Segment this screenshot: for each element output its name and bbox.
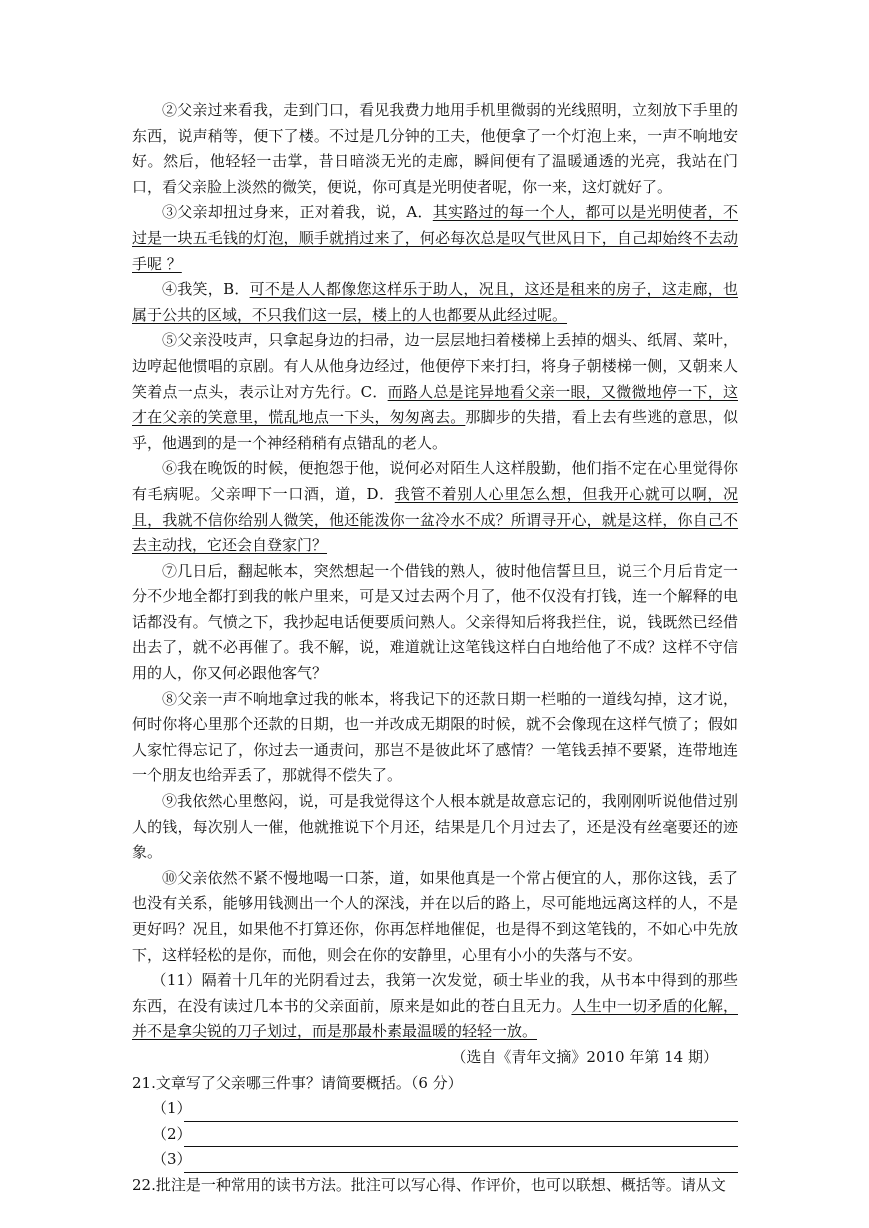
paragraph-text: ⑦几日后，翻起帐本，突然想起一个借钱的熟人，彼时他信誓旦旦，说三个月后肯定一分不少地全都打到我的帐户里来，可是又过去两个月了，他不仅没有打钱，连一个解释的电话都没有。气愤之下，我抄起电话便要质问熟人。父亲得知后将我拦住，说，钱既然已经借出去了，就不必再催了。我不解，说，难道就让这笔钱这样白白地给他了不成？这样不守信用的人，你又何必跟他客气？ (132, 561, 738, 683)
paragraph (132, 789, 738, 866)
answer-blank-1[interactable] (184, 1103, 738, 1122)
answer-label-2: （2） (152, 1124, 192, 1143)
paragraph-text: ⑥我在晚饭的时候，便抱怨于他，说何必对陌生人这样殷勤，他们指不定在心里觉得你有毛病呢。父亲呷下一口酒，道，D． (132, 459, 738, 503)
paragraph (132, 200, 738, 277)
paragraph-text: ⑩父亲依然不紧不慢地喝一口茶，道，如果他真是一个常占便宜的人，那你这钱，丢了也没有关系，能够用钱测出一个人的深浅，并在以后的路上，尽可能地远离这样的人，不是更好吗？况且，如果他不打算还你，你再怎样地催促，也是得不到这笔钱的，不如心中先放下，这样轻松的是你，而他，则会在你的安静里，心里有小小的失落与不安。 (132, 868, 738, 964)
source-citation: （选自《青年文摘》2010 年第 14 期） (451, 1047, 718, 1066)
answer-label-1: （1） (152, 1099, 192, 1118)
underlined-sentence: 而路人总是诧异地看父亲一眼，又微微地停一下，这才在父亲的笑意里，慌乱地点一下头，匆匆离去。 (132, 382, 738, 427)
underlined-sentence: 其实路过的每一个人，都可以是光明使者，不过是一块五毛钱的灯泡，顺手就捎过来了，何必每次总是叹气世风日下，自己却始终不去动手呢 ？ (132, 203, 738, 273)
question-21: 21.文章写了父亲哪三件事？请简要概括。（6 分） (132, 1073, 463, 1092)
paragraph-text: ②父亲过来看我，走到门口，看见我费力地用手机里微弱的光线照明，立刻放下手里的东西，说声稍等，便下了楼。不过是几分钟的工夫，他便拿了一个灯泡上来，一声不响地安好。然后，他轻轻一击掌，昔日暗淡无光的走廊，瞬间便有了温暖通透的光亮，我站在门口，看父亲脸上淡然的微笑，便说，你可真是光明使者呢，你一来，这灯就好了。 (132, 101, 738, 196)
underlined-sentence: 我管不着别人心里怎么想，但我开心就可以啊，况且，我就不信你给别人微笑，他还能泼你一盆冷水不成？所谓寻开心，就是这样，你自己不去主动找，它还会自登家门？ (132, 484, 738, 555)
paragraph (132, 328, 738, 456)
paragraph (132, 98, 738, 200)
paragraph (132, 866, 738, 968)
paragraph (132, 687, 738, 789)
paragraph (132, 277, 738, 328)
answer-blank-2[interactable] (184, 1128, 738, 1147)
paragraph-text: 那脚步的失措，看上去有些逃的意思，似乎，他遇到的是一个神经稍稍有点错乱的老人。 (132, 408, 738, 452)
paragraph-text: ③父亲却扭过身来，正对着我，说，A． (162, 203, 433, 222)
answer-label-3: （3） (152, 1150, 192, 1169)
underlined-sentence: 人生中一切矛盾的化解，并不是拿尖锐的刀子划过，而是那最朴素最温暖的轻轻一放。 (132, 996, 738, 1041)
paragraph (132, 968, 738, 1045)
paragraph-text: ⑨我依然心里憋闷，说，可是我觉得这个人根本就是故意忘记的，我刚刚听说他借过别人的钱，每次别人一催，他就推说下个月还，结果是几个月过去了，还是没有丝毫要还的迹象。 (132, 792, 738, 862)
answer-blank-3[interactable] (184, 1154, 738, 1173)
answer-line-1[interactable] (132, 1096, 738, 1122)
underlined-sentence: 可不是人人都像您这样乐于助人，况且，这还是租来的房子，这走廊，也属于公共的区域，不只我们这一层，楼上的人也都要从此经过呢。 (132, 280, 738, 324)
paragraph-text: ④我笑，B． (162, 280, 250, 299)
document-page (132, 98, 738, 1199)
paragraph-text: ⑧父亲一声不响地拿过我的帐本，将我记下的还款日期一栏啪的一道线勾掉，这才说，何时你将心里那个还款的日期，也一并改成无期限的时候，就不会像现在这样气愤了；假如人家忙得忘记了，你过去一通责问，那岂不是彼此坏了感情？一笔钱丢掉不要紧，连带地连一个朋友也给弄丢了，那就得不偿失了。 (132, 689, 738, 785)
paragraph (132, 456, 738, 558)
question-22: 22.批注是一种常用的读书方法。批注可以写心得、作评价，也可以联想、概括等。请从文 (132, 1175, 726, 1194)
article-body (132, 98, 738, 1045)
answer-line-3[interactable] (132, 1147, 738, 1173)
paragraph-text: （11）隔着十几年的光阴看过去，我第一次发觉，硕士毕业的我，从书本中得到的那些东西，在没有读过几本书的父亲面前，原来是如此的苍白且无力。 (132, 971, 738, 1015)
answer-line-2[interactable] (132, 1122, 738, 1148)
paragraph-text: ⑤父亲没吱声，只拿起身边的扫帚，边一层层地扫着楼梯上丢掉的烟头、纸屑、菜叶，边哼起他惯唱的京剧。有人从他身边经过，他便停下来打扫，将身子朝楼梯一侧，又朝来人笑着点一点头，表示让对方先行。C． (132, 331, 738, 401)
paragraph (132, 559, 738, 687)
